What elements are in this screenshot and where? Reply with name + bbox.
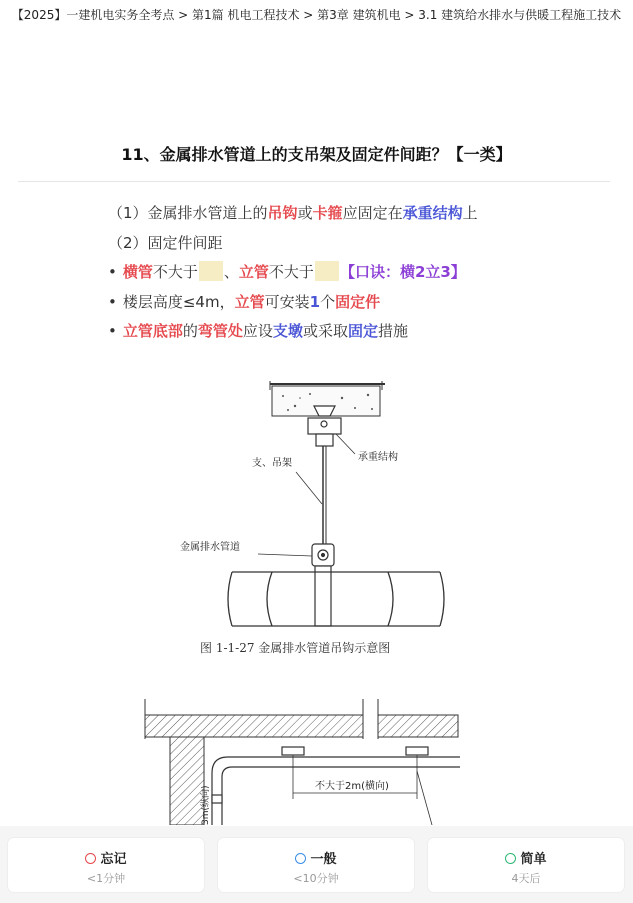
text: 或: [297, 204, 313, 222]
floor-slab: [145, 699, 458, 825]
breadcrumb[interactable]: 【2025】一建机电实务全考点 > 第1篇 机电工程技术 > 第3章 建筑机电 > 3.1 建筑给水排水与供暖工程施工技术: [11, 8, 622, 22]
easy-button[interactable]: [428, 838, 624, 892]
highlight-red: 弯管处: [197, 322, 243, 340]
text: 不大于: [152, 263, 198, 281]
fixing-spacing-diagram: [0, 695, 633, 825]
text: 个: [320, 292, 336, 311]
highlight-red: 吊钩: [267, 204, 298, 222]
normal-interval: <10分钟: [293, 872, 339, 885]
highlight-red: 立管底部: [122, 322, 183, 340]
drain-pipe: [228, 572, 444, 626]
highlight-red: 立管: [238, 263, 269, 281]
bullet: •: [108, 322, 117, 340]
rating-bar: [0, 826, 633, 903]
label-horizontal-spacing: 不大于2m(横向): [315, 781, 389, 792]
divider: [18, 181, 610, 182]
sad-face-icon: [85, 853, 96, 864]
figure-caption: 图 1-1-27 金属排水管道吊钩示意图: [200, 641, 391, 655]
pipe-hook-diagram: [0, 376, 633, 666]
line-1: [108, 199, 608, 229]
text: （2）固定件间距: [108, 233, 223, 252]
line-2: [108, 229, 608, 259]
label-vertical-spacing: 3m(纵向): [201, 785, 211, 825]
answer-content: [108, 199, 608, 347]
text: 措施: [377, 322, 408, 340]
normal-button[interactable]: [218, 838, 414, 892]
cloze-blank[interactable]: [199, 261, 223, 281]
text: 、: [223, 263, 239, 281]
label-pipe: 金属排水管道: [180, 542, 240, 553]
bullet: •: [108, 263, 117, 281]
bullet: •: [108, 292, 117, 311]
text: 或采取: [302, 322, 348, 340]
mnemonic: 【口诀：横2立3】: [339, 263, 466, 281]
text: 楼层高度≤4m，: [122, 292, 235, 311]
label-support: 支、吊架: [252, 458, 292, 469]
normal-label: 一般: [310, 852, 337, 867]
line-5: [108, 317, 608, 347]
easy-label: 简单: [520, 852, 547, 867]
text: 的: [182, 322, 198, 340]
neutral-face-icon: [295, 853, 306, 864]
text: 应固定在: [342, 204, 403, 222]
pipe-clamp: [312, 544, 334, 626]
highlight-red: 卡箍: [312, 204, 343, 222]
cloze-blank[interactable]: [315, 261, 339, 281]
highlight-blue: 支墩: [272, 322, 303, 340]
text: 上: [462, 204, 478, 222]
forget-label: 忘记: [100, 852, 127, 867]
text: （1）金属排水管道上的: [108, 204, 268, 222]
highlight-red: 横管: [122, 263, 153, 281]
easy-interval: 4天后: [511, 872, 541, 885]
line-4: [108, 288, 608, 318]
highlight-red: 固定件: [335, 292, 381, 311]
text: 应设: [242, 322, 273, 340]
label-structure: 承重结构: [358, 452, 398, 463]
highlight-blue: 1: [309, 292, 321, 311]
smile-face-icon: [505, 853, 516, 864]
text: 可安装: [264, 292, 310, 311]
question-title: 11、金属排水管道上的支吊架及固定件间距？【一类】: [121, 145, 512, 164]
forget-button[interactable]: [8, 838, 204, 892]
text: 不大于: [268, 263, 314, 281]
highlight-blue: 固定: [347, 322, 378, 340]
forget-interval: <1分钟: [86, 872, 126, 885]
highlight-red: 立管: [234, 292, 265, 311]
highlight-blue: 承重结构: [402, 204, 463, 222]
line-3: [108, 258, 608, 288]
